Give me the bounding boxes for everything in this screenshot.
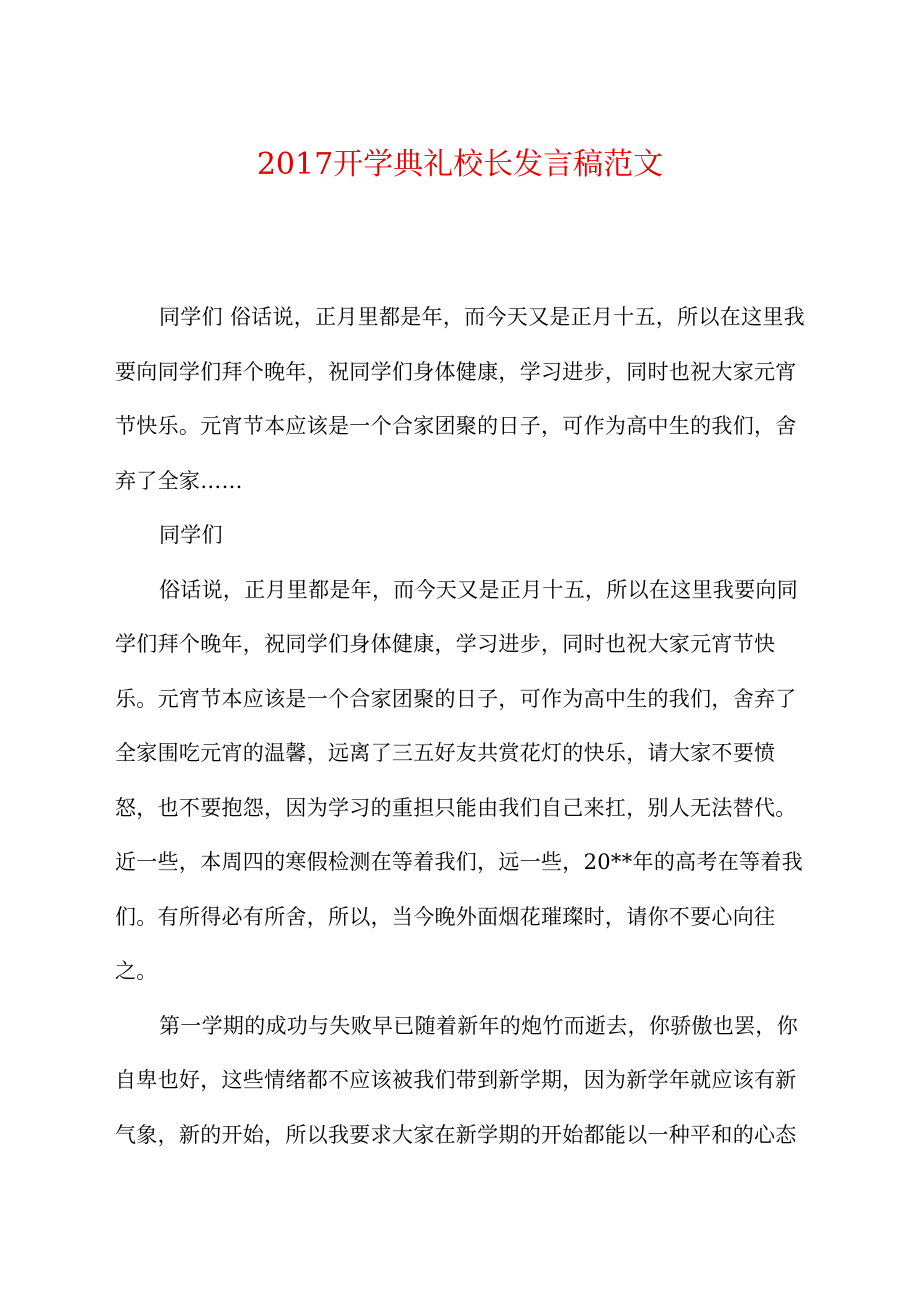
paragraph-3	[115, 569, 805, 1005]
paragraph-line: 近一些，本周四的寒假检测在等着我们，远一些，20**年的高考在等着我	[115, 850, 803, 874]
paragraph-1	[115, 296, 805, 514]
paragraph-2	[115, 514, 805, 569]
paragraph-line: 要向同学们拜个晚年，祝同学们身体健康，学习进步，同时也祝大家元宵	[115, 359, 797, 384]
paragraph-line: 第一学期的成功与失败早已随着新年的炮竹而逝去，你骄傲也罢，你	[159, 1013, 798, 1038]
paragraph-line: 全家围吃元宵的温馨，远离了三五好友共赏花灯的快乐，请大家不要愤	[115, 741, 776, 765]
document-title: 2017开学典礼校长发言稿范文	[256, 147, 664, 182]
paragraph-line: 之。	[115, 959, 158, 983]
paragraph-line: 气象，新的开始，所以我要求大家在新学期的开始都能以一种平和的心态	[115, 1122, 797, 1147]
document-body	[115, 296, 805, 1168]
paragraph-line: 同学们	[159, 523, 223, 547]
paragraph-4	[115, 1005, 805, 1169]
paragraph-line: 俗话说，正月里都是年，而今天又是正月十五，所以在这里我要向同	[159, 577, 798, 602]
paragraph-line: 学们拜个晚年，祝同学们身体健康，学习进步，同时也祝大家元宵节快	[115, 632, 776, 656]
paragraph-line: 自卑也好，这些情绪都不应该被我们带到新学期，因为新学年就应该有新	[115, 1068, 797, 1092]
paragraph-line: 节快乐。元宵节本应该是一个合家团聚的日子，可作为高中生的我们，舍	[115, 414, 797, 438]
paragraph-line: 们。有所得必有所舍，所以，当今晚外面烟花璀璨时，请你不要心向往	[115, 904, 776, 929]
paragraph-line: 怒，也不要抱怨，因为学习的重担只能由我们自己来扛，别人无法替代。	[115, 795, 797, 820]
paragraph-line: 乐。元宵节本应该是一个合家团聚的日子，可作为高中生的我们，舍弃了	[115, 686, 797, 711]
paragraph-line: 弃了全家……	[115, 468, 243, 493]
paragraph-line: 同学们 俗话说，正月里都是年，而今天又是正月十五，所以在这里我	[159, 305, 805, 329]
